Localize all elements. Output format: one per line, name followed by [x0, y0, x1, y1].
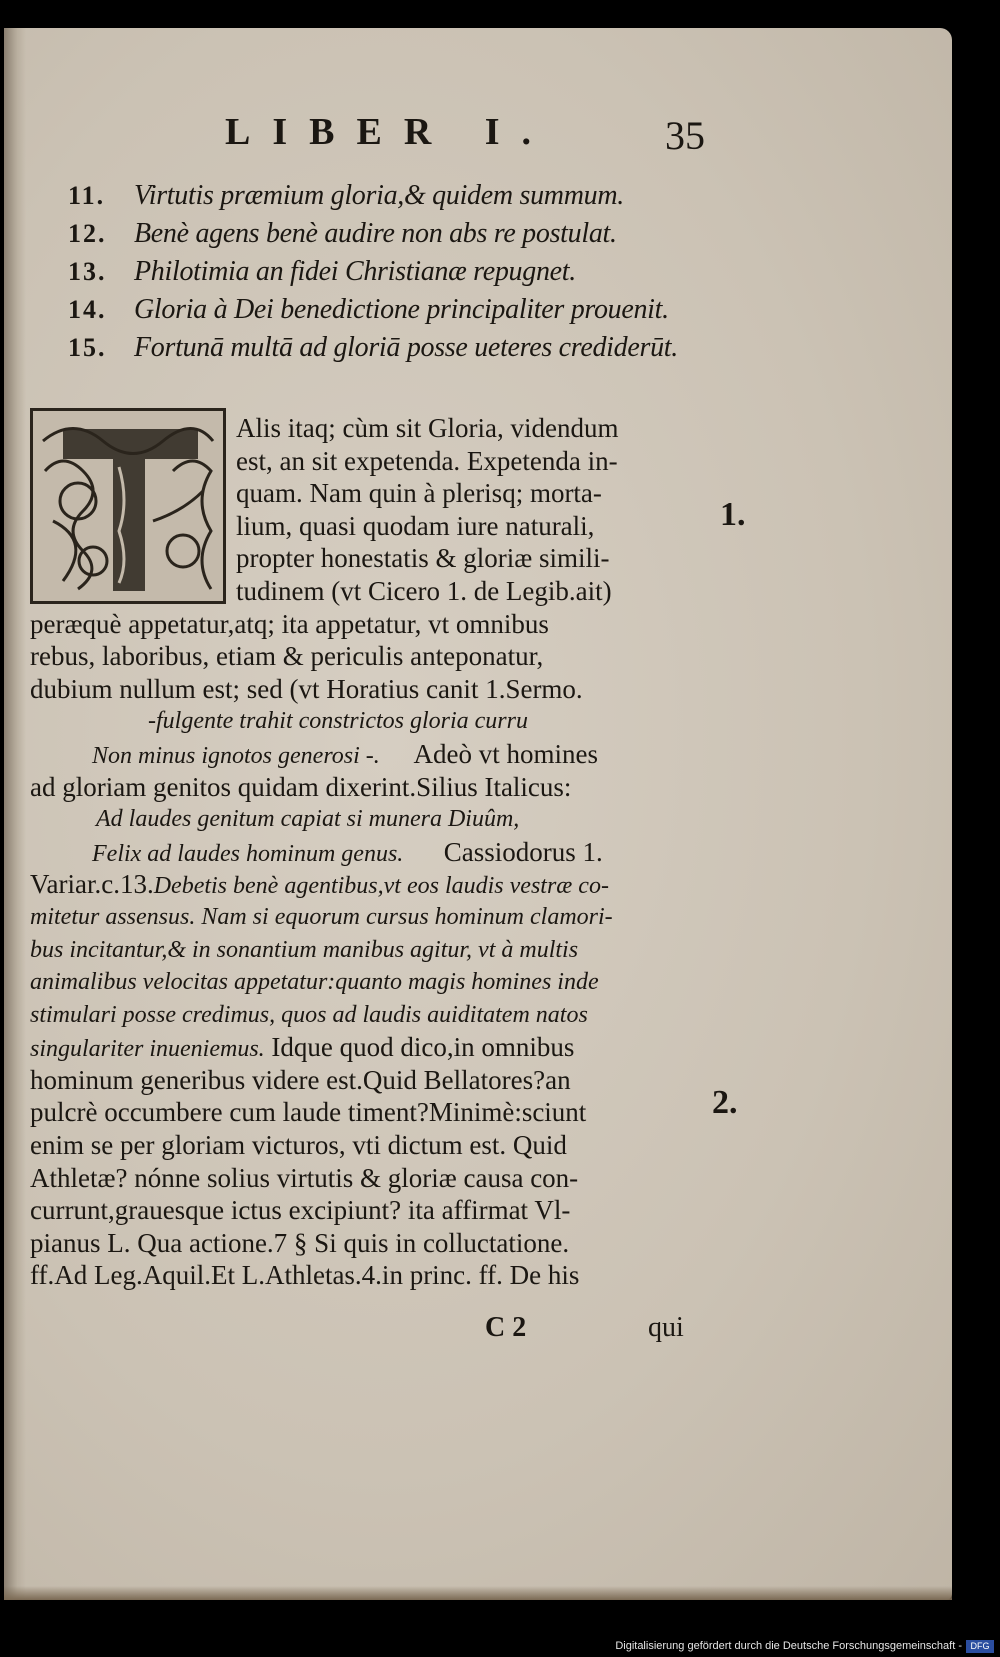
text-line: est, an sit expetenda. Expetenda in-: [236, 445, 618, 476]
text-line: pianus L. Qua actione.7 § Si quis in colluctatione.: [30, 1227, 570, 1258]
quotation-line: Ad laudes genitum capiat si munera Diuûm,: [96, 806, 520, 833]
item-number: 14.: [68, 295, 107, 324]
quotation-fragment: Debetis benè agentibus,vt eos laudis vestræ co-: [153, 873, 609, 900]
item-number: 11.: [68, 181, 106, 210]
text-line: enim se per gloriam victuros, vti dictum est. Quid: [30, 1130, 567, 1161]
quotation-fragment: Felix ad laudes hominum genus.: [92, 840, 404, 867]
item-text: Virtutis præmium gloria,& quidem summum.: [134, 180, 624, 211]
text-line: dubium nullum est; sed (vt Horatius canit 1.Sermo.: [30, 673, 583, 704]
text-line: [30, 868, 706, 901]
list-item: [68, 218, 718, 256]
text-line: quam. Nam quin à plerisq; morta-: [236, 478, 602, 509]
list-item: [68, 294, 718, 332]
chapter-summary-list: [68, 180, 718, 370]
text-line: peræquè appetatur,atq; ita appetatur, vt omnibus: [30, 608, 549, 639]
text-line: Alis itaq; cùm sit Gloria, videndum: [236, 413, 619, 443]
item-text: Gloria à Dei benedictione principaliter prouenit.: [134, 294, 669, 325]
item-text: Fortunā multā ad gloriā posse ueteres crediderūt.: [134, 332, 678, 363]
quotation-line: bus incitantur,& in sonantium manibus agitur, vt à multis: [30, 936, 579, 963]
text-line: pulcrè occumbere cum laude timent?Minimè:sciunt: [30, 1097, 587, 1128]
signature-mark: C 2: [485, 1312, 527, 1343]
text-line: ff.Ad Leg.Aquil.Et L.Athletas.4.in princ. ff. De his: [30, 1260, 580, 1291]
list-item: [68, 180, 718, 218]
quotation-line: -fulgente trahit constrictos gloria curru: [148, 708, 528, 735]
item-text: Benè agens benè audire non abs re postulat.: [134, 218, 617, 249]
text-fragment: Cassiodorus 1.: [443, 836, 603, 867]
text-line: propter honestatis & gloriæ simili-: [236, 543, 610, 574]
item-number: 13.: [68, 257, 107, 286]
footer-credit: Digitalisierung gefördert durch die Deutsche Forschungsgemeinschaft -: [615, 1640, 962, 1652]
quotation-line: mitetur assensus. Nam si equorum cursus hominum clamori-: [30, 903, 613, 930]
text-line: [30, 836, 706, 869]
quotation-fragment: singulariter inueniemus.: [30, 1036, 265, 1063]
text-line: [30, 738, 706, 771]
text-line: currunt,grauesque ictus excipiunt? ita affirmat Vl-: [30, 1195, 571, 1226]
quotation-line: stimulari posse credimus, quos ad laudis auiditatem natos: [30, 1001, 588, 1028]
item-number: 12.: [68, 219, 107, 248]
page-number: 35: [665, 113, 705, 158]
text-fragment: Idque quod dico,in omnibus: [271, 1032, 575, 1063]
text-line: tudinem (vt Cicero 1. de Legib.ait): [236, 575, 612, 606]
text-line: [30, 1031, 706, 1064]
text-line: rebus, laboribus, etiam & periculis anteponatur,: [30, 641, 544, 672]
text-line: Athletæ? nónne solius virtutis & gloriæ causa con-: [30, 1162, 579, 1193]
list-item: [68, 332, 718, 370]
dfg-logo-icon: DFG: [966, 1640, 994, 1653]
text-line: lium, quasi quodam iure naturali,: [236, 510, 595, 541]
page-edge-bottom: [4, 1586, 952, 1600]
catchword: qui: [648, 1312, 684, 1343]
margin-note: 2.: [712, 1084, 738, 1121]
running-head: LIBER I.: [225, 111, 554, 153]
text-line: hominum generibus videre est.Quid Bellatores?an: [30, 1064, 571, 1095]
text-fragment: Adeò vt homines: [413, 738, 599, 769]
item-number: 15.: [68, 333, 107, 362]
text-fragment: Variar.c.13.: [30, 869, 154, 900]
item-text: Philotimia an fidei Christianæ repugnet.: [134, 256, 576, 287]
page-edge-left: [4, 28, 26, 1600]
list-item: [68, 256, 718, 294]
margin-note: 1.: [720, 496, 746, 533]
quotation-fragment: Non minus ignotos generosi -.: [92, 742, 380, 769]
text-line: ad gloriam genitos quidam dixerint.Silius Italicus:: [30, 771, 572, 802]
quotation-line: animalibus velocitas appetatur:quanto magis homines inde: [30, 969, 599, 996]
body-text: [30, 412, 706, 1292]
